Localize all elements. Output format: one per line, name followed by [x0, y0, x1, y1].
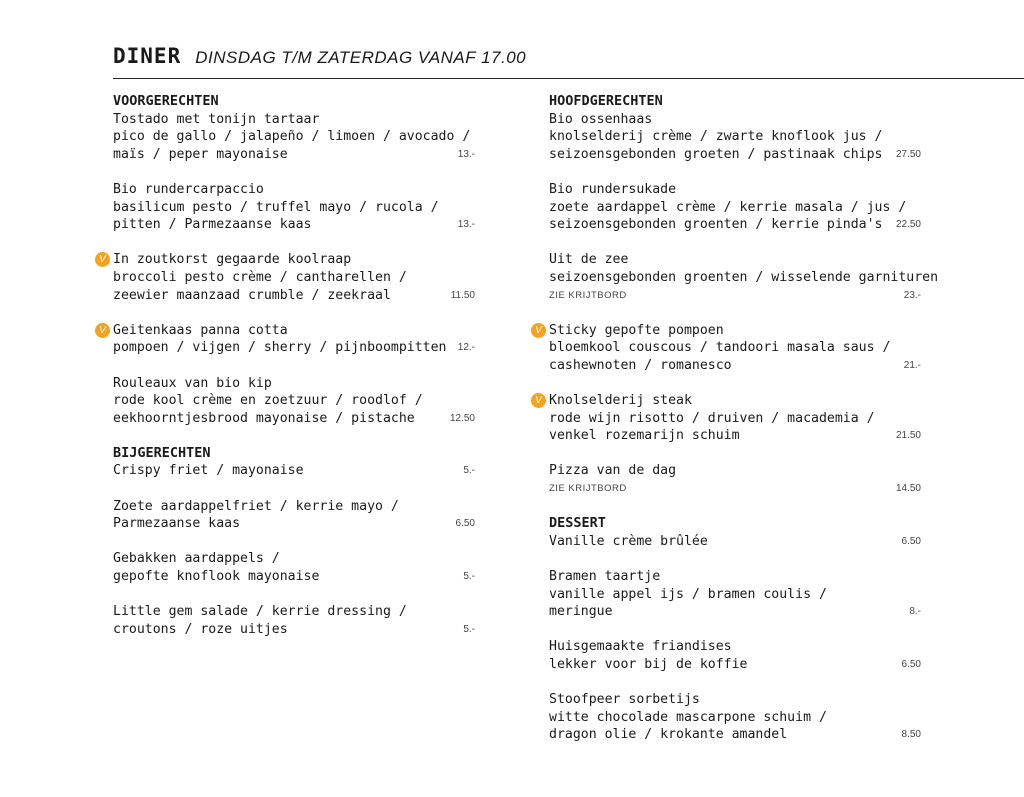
item-desc: basilicum pesto / truffel mayo / rucola / [113, 199, 439, 215]
item-desc: cashewnoten / romanesco [549, 357, 732, 373]
item-desc: Crispy friet / mayonaise [113, 463, 304, 479]
item-price: 6.50 [455, 518, 475, 530]
item-desc: venkel rozemarijn schuim [549, 428, 740, 444]
item-desc: dragon olie / krokante amandel [549, 727, 788, 743]
item-price: 22.50 [895, 219, 921, 231]
menu-item [549, 181, 921, 234]
item-price: 8.- [909, 606, 921, 618]
menu-item [99, 251, 475, 304]
item-desc: lekker voor bij de koffie [549, 657, 748, 672]
item-price: 13.- [457, 219, 475, 231]
item-desc: croutons / roze uitjes [113, 621, 288, 637]
item-name: Pizza van de dag [549, 463, 677, 479]
item-desc: zeewier maanzaad crumble / zeekraal [113, 287, 391, 303]
item-name: Bramen taartje [549, 569, 661, 585]
section-title-bijgerechten: BIJGERECHTEN [113, 444, 211, 461]
item-name: In zoutkorst gegaarde koolraap [113, 252, 352, 268]
item-name: Uit de zee [549, 252, 629, 268]
item-price: 21.50 [895, 430, 921, 442]
item-desc: broccoli pesto crème / cantharellen / [113, 269, 407, 285]
item-desc: eekhoorntjesbrood mayonaise / pistache [113, 410, 415, 426]
vegetarian-icon: V [531, 393, 546, 408]
item-price: 6.50 [901, 535, 921, 547]
item-desc: bloemkool couscous / tandoori masala saus / [549, 340, 891, 356]
item-price: 11.50 [450, 289, 475, 301]
item-desc: witte chocolade mascarpone schuim / [549, 709, 827, 725]
menu-item [113, 462, 475, 480]
item-desc: maïs / peper mayonaise [113, 146, 288, 162]
item-name: Bio rundercarpaccio [113, 181, 264, 197]
menu-item [113, 498, 475, 533]
item-desc: rode wijn risotto / druiven / macademia / [549, 410, 875, 426]
item-desc: pompoen / vijgen / sherry / pijnboompitten [113, 340, 447, 356]
item-desc: Vanille crème brûlée [549, 533, 708, 549]
item-note: ZIE KRIJTBORD [549, 289, 627, 301]
vegetarian-icon: V [531, 323, 546, 338]
menu-item [113, 550, 475, 585]
item-price: 23.- [903, 289, 921, 301]
item-name: Tostado met tonijn tartaar [113, 111, 320, 127]
menu-item [113, 111, 475, 164]
menu-item [549, 111, 921, 164]
item-desc: Parmezaanse kaas [113, 516, 241, 532]
section-title-hoofdgerechten: HOOFDGERECHTEN [549, 93, 663, 109]
item-price: 5.- [463, 623, 475, 635]
menu-item [113, 375, 475, 428]
item-desc: meringue [549, 604, 613, 620]
item-desc: rode kool crème en zoetzuur / roodlof / [113, 393, 423, 409]
item-price: 13.- [457, 148, 475, 160]
item-desc: pitten / Parmezaanse kaas [113, 217, 312, 233]
menu-item [549, 638, 921, 673]
item-desc: seizoensgebonden groenten / kerrie pinda's [549, 217, 883, 233]
item-desc: zoete aardappel crème / kerrie masala / jus / [549, 199, 907, 215]
menu-item [549, 533, 921, 551]
item-name: Stoofpeer sorbetijs [549, 692, 700, 708]
section-title-voorgerechten: VOORGERECHTEN [113, 93, 219, 109]
item-price: 14.50 [895, 483, 921, 495]
item-price: 12.50 [449, 412, 475, 424]
menu-item [535, 392, 921, 445]
vegetarian-icon: V [95, 323, 110, 338]
item-name: Huisgemaakte friandises [549, 639, 732, 655]
item-desc: pico de gallo / jalapeño / limoen / avocado / [113, 129, 471, 145]
item-price: 6.50 [901, 659, 921, 670]
item-desc: vanille appel ijs / bramen coulis / [549, 586, 827, 602]
header-divider [113, 78, 1024, 79]
item-price: 8.50 [901, 729, 921, 741]
item-desc: seizoensgebonden groeten / pastinaak chips [549, 146, 883, 162]
item-name: Knolselderij steak [549, 393, 692, 409]
item-desc: Zoete aardappelfriet / kerrie mayo / [113, 498, 399, 514]
item-price: 5.- [463, 465, 475, 477]
menu-header [113, 44, 526, 68]
menu-item [549, 251, 939, 304]
item-price: 27.50 [895, 148, 921, 160]
item-desc: Gebakken aardappels / [113, 551, 280, 567]
menu-item [549, 568, 921, 621]
menu-title: DINER [113, 44, 182, 68]
section-title-dessert: DESSERT [549, 515, 606, 532]
item-desc: Little gem salade / kerrie dressing / [113, 604, 407, 620]
item-name: Geitenkaas panna cotta [113, 322, 288, 338]
menu-item [549, 691, 921, 744]
item-name: Bio rundersukade [549, 181, 677, 197]
item-note: ZIE KRIJTBORD [549, 483, 627, 495]
menu-item [113, 181, 475, 234]
menu-item [549, 462, 921, 497]
menu-item [113, 603, 475, 638]
left-column [99, 93, 475, 638]
right-column [535, 93, 939, 744]
item-name: Rouleaux van bio kip [113, 375, 272, 391]
item-price: 12.- [457, 342, 475, 354]
menu-item [99, 322, 475, 357]
item-desc: knolselderij crème / zwarte knoflook jus / [549, 129, 883, 145]
item-desc: gepofte knoflook mayonaise [113, 569, 320, 585]
item-desc: seizoensgebonden groenten / wisselende garnituren [549, 269, 939, 285]
vegetarian-icon: V [95, 252, 110, 267]
menu-item [535, 322, 921, 375]
item-price: 21.- [903, 359, 921, 371]
menu-subtitle: DINSDAG T/M ZATERDAG VANAF 17.00 [195, 48, 527, 67]
item-name: Sticky gepofte pompoen [549, 322, 724, 338]
item-name: Bio ossenhaas [549, 111, 653, 127]
item-price: 5.- [463, 571, 475, 583]
